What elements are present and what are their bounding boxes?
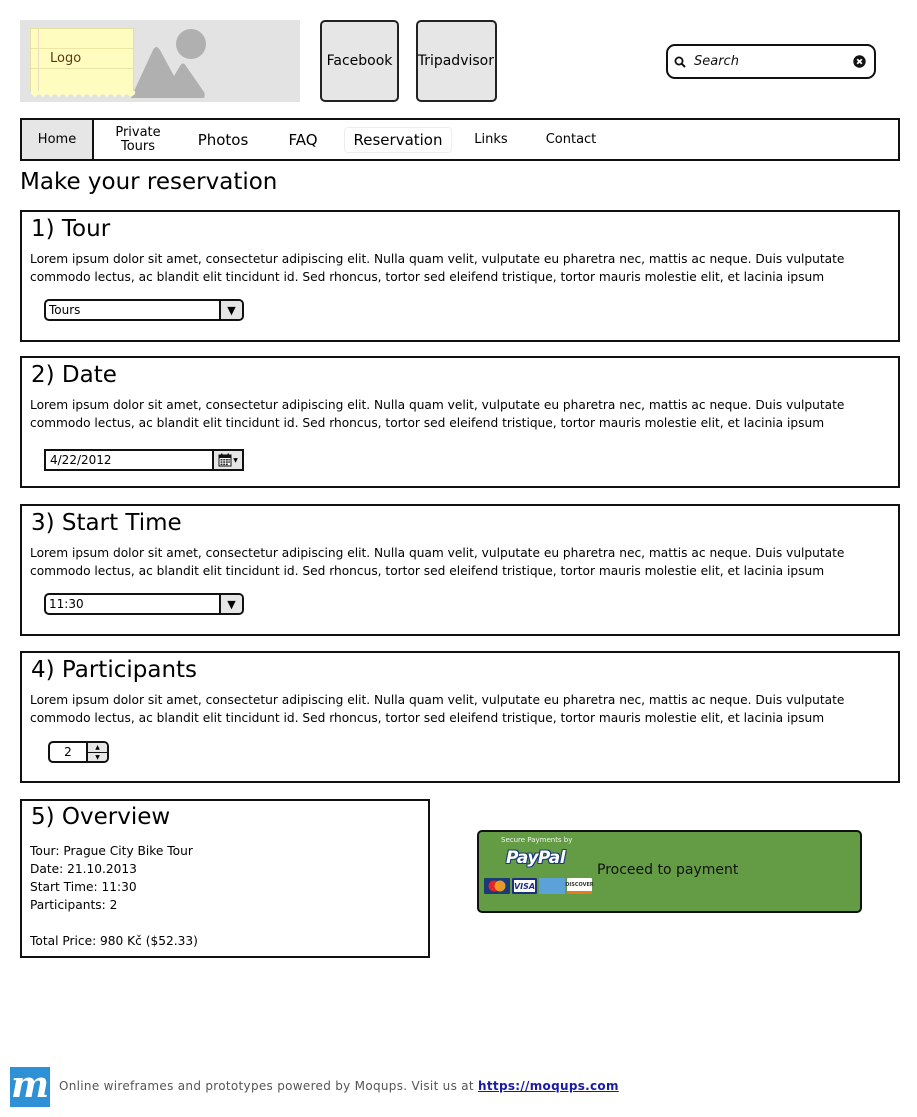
start-time-select[interactable]	[44, 593, 244, 615]
date-picker[interactable]	[44, 449, 244, 471]
calendar-button[interactable]	[212, 451, 242, 469]
facebook-button[interactable]	[320, 20, 399, 102]
tour-select-value: Tours	[49, 303, 81, 317]
stepper-buttons	[86, 743, 107, 761]
section-overview	[20, 799, 430, 958]
nav-item-private-tours-label-line1: Private	[115, 124, 161, 140]
discover-icon: DISCOVER	[567, 878, 592, 894]
section-participants	[20, 651, 900, 783]
nav-item-home[interactable]	[22, 120, 94, 159]
section-heading: 4) Participants	[31, 657, 198, 683]
overview-details	[30, 842, 198, 950]
logo-sticky-note	[30, 28, 134, 92]
search-input[interactable]	[692, 53, 853, 70]
image-placeholder-icon	[120, 28, 240, 98]
nav-item-links-label: Links	[474, 131, 508, 147]
overview-spacer	[30, 914, 198, 932]
clear-search-icon[interactable]	[853, 55, 866, 68]
chevron-down-icon[interactable]: ▼	[219, 301, 242, 319]
participants-stepper[interactable]	[48, 741, 109, 763]
section-heading: 3) Start Time	[31, 510, 182, 536]
overview-start-time: Start Time: 11:30	[30, 880, 137, 894]
nav-item-photos[interactable]	[182, 120, 264, 159]
nav-item-contact-label: Contact	[545, 131, 597, 147]
main-nav	[20, 118, 900, 161]
start-time-select-value: 11:30	[49, 597, 84, 611]
section-start-time	[20, 504, 900, 636]
overview-participants: Participants: 2	[30, 898, 118, 912]
nav-item-faq[interactable]	[264, 120, 342, 159]
sticky-zigzag-edge	[31, 91, 135, 97]
nav-item-photos-label: Photos	[197, 130, 249, 149]
footer-description: Online wireframes and prototypes powered by Moqups. Visit us at	[59, 1079, 479, 1093]
section-heading: 2) Date	[31, 362, 117, 388]
nav-item-contact[interactable]	[528, 120, 614, 159]
proceed-to-payment-button[interactable]	[477, 830, 862, 913]
nav-item-reservation-label: Reservation	[353, 130, 443, 149]
section-description: Lorem ipsum dolor sit amet, consectetur adipiscing elit. Nulla quam velit, vulputate eu pharetra nec, mattis ac neque. Duis vulputate commodo lectus, ac blandit elit tincidunt id. Sed rhoncus, tortor sed eleifend tristique, tortor mauris molestie elit, et lacinia ipsum	[30, 546, 845, 578]
mastercard-icon	[484, 878, 510, 894]
moqups-logo-icon[interactable]: m	[10, 1064, 50, 1106]
tour-select[interactable]	[44, 299, 244, 321]
search-icon	[674, 56, 686, 68]
proceed-to-payment-label: Proceed to payment	[597, 862, 739, 878]
page-title: Make your reservation	[20, 169, 278, 195]
footer-text	[59, 1079, 619, 1093]
facebook-button-label: Facebook	[326, 53, 393, 69]
nav-item-links[interactable]	[454, 120, 528, 159]
moqups-link[interactable]: https://moqups.com	[478, 1079, 619, 1093]
logo-image-placeholder	[20, 20, 300, 102]
tripadvisor-button-label: Tripadvisor	[417, 53, 494, 69]
nav-item-home-label: Home	[37, 131, 77, 147]
calendar-icon	[218, 453, 232, 467]
section-heading: 1) Tour	[31, 216, 111, 242]
date-picker-value: 4/22/2012	[50, 453, 112, 467]
amex-icon	[539, 878, 565, 894]
search-box[interactable]	[666, 44, 876, 79]
chevron-down-icon[interactable]: ▼	[219, 595, 242, 613]
nav-item-faq-label: FAQ	[288, 130, 318, 149]
increment-icon[interactable]: ▲	[88, 743, 107, 753]
section-description: Lorem ipsum dolor sit amet, consectetur adipiscing elit. Nulla quam velit, vulputate eu pharetra nec, mattis ac neque. Duis vulputate commodo lectus, ac blandit elit tincidunt id. Sed rhoncus, tortor sed eleifend tristique, tortor mauris molestie elit, et lacinia ipsum	[30, 693, 845, 725]
visa-icon: VISA	[512, 878, 537, 894]
tripadvisor-button[interactable]	[416, 20, 497, 102]
secure-payments-text: Secure Payments by	[501, 836, 573, 844]
section-description: Lorem ipsum dolor sit amet, consectetur adipiscing elit. Nulla quam velit, vulputate eu pharetra nec, mattis ac neque. Duis vulputate commodo lectus, ac blandit elit tincidunt id. Sed rhoncus, tortor sed eleifend tristique, tortor mauris molestie elit, et lacinia ipsum	[30, 398, 845, 430]
section-date	[20, 356, 900, 488]
section-description: Lorem ipsum dolor sit amet, consectetur adipiscing elit. Nulla quam velit, vulputate eu pharetra nec, mattis ac neque. Duis vulputate commodo lectus, ac blandit elit tincidunt id. Sed rhoncus, tortor sed eleifend tristique, tortor mauris molestie elit, et lacinia ipsum	[30, 252, 845, 284]
nav-item-private-tours[interactable]	[94, 120, 182, 159]
overview-total-price: Total Price: 980 Kč ($52.33)	[30, 934, 198, 948]
nav-item-private-tours-label-line2: Tours	[120, 138, 156, 154]
logo-label: Logo	[50, 51, 82, 66]
participants-stepper-value[interactable]: 2	[64, 745, 72, 759]
section-tour	[20, 210, 900, 342]
paypal-logo: PayPal	[506, 848, 566, 868]
overview-date: Date: 21.10.2013	[30, 862, 137, 876]
overview-tour: Tour: Prague City Bike Tour	[30, 844, 193, 858]
decrement-icon[interactable]: ▼	[95, 754, 100, 761]
nav-item-reservation[interactable]	[344, 127, 452, 153]
section-heading: 5) Overview	[31, 804, 171, 830]
caret-down-icon: ▼	[233, 456, 238, 464]
